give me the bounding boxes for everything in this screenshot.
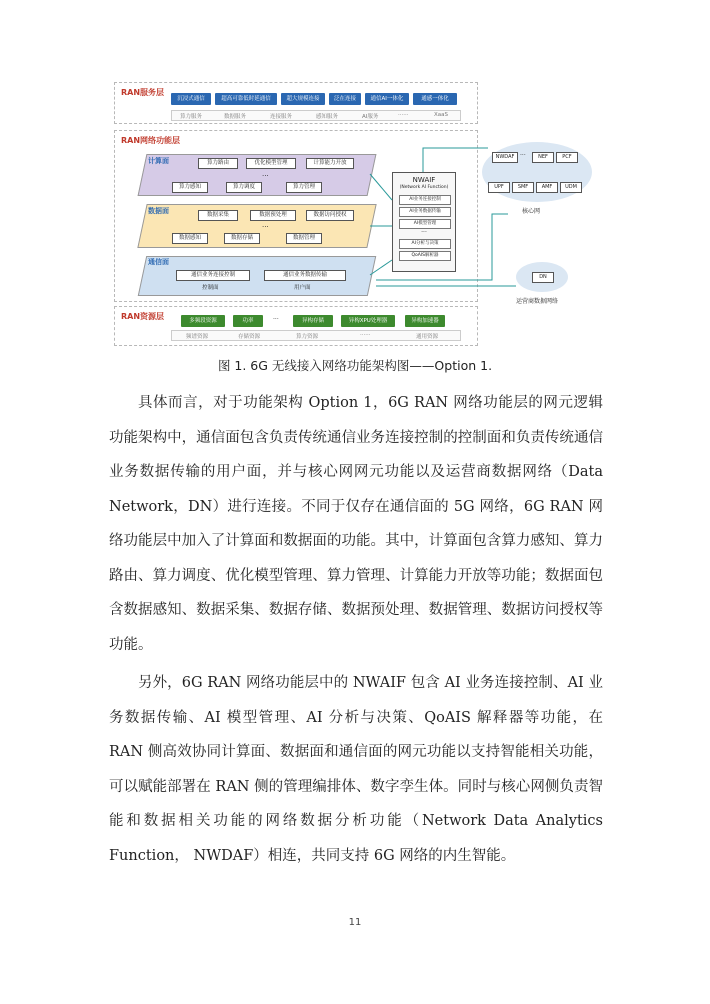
nwaif-title: NWAIF bbox=[412, 176, 436, 184]
service-item: AI服务 bbox=[362, 114, 379, 120]
paragraph: 另外，6G RAN 网络功能层中的 NWAIF 包含 AI 业务连接控制、AI 业务数据传输、AI 模型管理、AI 分析与决策、QoAIS 解释器等功能，在 RAN 侧高效协同计算面、数据面和通信面的网元功能以支持智能相关功能，可以赋能部署在 RAN 侧的管理编排体、数字孪生体。同时与核心网侧负责智能和数据相关功能的网络数据分析功能（Network Data Analytics Function， NWDAF）相连，共同支持 6G 网络的内生智能。 bbox=[109, 675, 603, 864]
resource-item: 存储资源 bbox=[238, 334, 261, 340]
service-item: ······ bbox=[398, 112, 409, 118]
resource-btn: 异构加速器 bbox=[405, 315, 445, 327]
core-dots: ··· bbox=[520, 152, 526, 159]
figure-caption: 图 1. 6G 无线接入网络功能架构图——Option 1. bbox=[217, 358, 493, 373]
service-btn-mmtc: 超大规模连接 bbox=[281, 93, 325, 105]
nwaif-dots: ··· bbox=[421, 229, 427, 236]
compute-box: 算力管理 bbox=[286, 182, 322, 193]
compute-box: 计算能力开放 bbox=[306, 158, 354, 169]
dn-box: DN bbox=[532, 272, 554, 283]
data-box: 数据采集 bbox=[198, 210, 238, 221]
compute-box: 算力路由 bbox=[198, 158, 238, 169]
core-nwdaf: NWDAF bbox=[492, 152, 518, 163]
service-item: 数据服务 bbox=[224, 114, 247, 120]
service-btn-immersive: 沉浸式通信 bbox=[171, 93, 211, 105]
resource-item: 算力资源 bbox=[296, 334, 319, 340]
function-layer-title: RAN网络功能层 bbox=[121, 136, 181, 145]
body-text bbox=[109, 386, 603, 873]
data-box: 数据访问授权 bbox=[306, 210, 354, 221]
resource-btn: 异构存储 bbox=[293, 315, 333, 327]
service-item: 连接服务 bbox=[270, 114, 293, 120]
data-box: 数据预处理 bbox=[250, 210, 296, 221]
user-plane-label: 用户面 bbox=[294, 285, 311, 291]
resource-btn: 多频段资源 bbox=[181, 315, 225, 327]
data-box: 数据感知 bbox=[172, 233, 208, 244]
resource-item: ······ bbox=[360, 332, 371, 338]
service-btn-isac: 通感一体化 bbox=[413, 93, 457, 105]
service-btn-urllc: 超高可靠低时延通信 bbox=[215, 93, 277, 105]
compute-box: 算力感知 bbox=[172, 182, 208, 193]
core-label: 核心网 bbox=[522, 208, 541, 215]
comm-user-box: 通信业务数据传输 bbox=[264, 270, 346, 281]
compute-dots: ··· bbox=[262, 172, 269, 180]
resource-item: 频谱资源 bbox=[186, 334, 209, 340]
comm-plane-title: 通信面 bbox=[148, 258, 169, 266]
paragraph: 具体而言，对于功能架构 Option 1，6G RAN 网络功能层的网元逻辑功能架构中，通信面包含负责传统通信业务连接控制的控制面和负责传统通信业务数据传输的用户面，并与核心网网元功能以及运营商数据网络（Data Network，DN）进行连接。不同于仅存在通信面的 5G 网络，6G RAN 网络功能层中加入了计算面和数据面的功能。其中，计算面包含算力感知、算力路由、算力调度、优化模型管理、算力管理、计算能力开放等功能；数据面包含数据感知、数据采集、数据存储、数据预处理、数据管理、数据访问授权等功能。 bbox=[109, 395, 603, 653]
resource-list bbox=[171, 330, 461, 341]
service-layer-title: RAN服务层 bbox=[121, 88, 165, 97]
nwaif-item: AI模型管理 bbox=[399, 219, 451, 229]
nwaif-item: QoAIS解析器 bbox=[399, 251, 451, 261]
control-plane-label: 控制面 bbox=[202, 285, 219, 291]
nwaif-item: AI业务数据传输 bbox=[399, 207, 451, 217]
dn-label: 运营商数据网络 bbox=[516, 298, 559, 305]
data-dots: ··· bbox=[262, 223, 269, 231]
nwaif-subtitle: (Network AI Function) bbox=[399, 185, 449, 190]
data-box: 数据存储 bbox=[224, 233, 260, 244]
comm-control-box: 通信业务连接控制 bbox=[176, 270, 250, 281]
core-nef: NEF bbox=[532, 152, 554, 163]
service-btn-ubiquitous: 泛在连接 bbox=[329, 93, 361, 105]
data-box: 数据管理 bbox=[286, 233, 322, 244]
core-upf: UPF bbox=[488, 182, 510, 193]
core-pcf: PCF bbox=[556, 152, 578, 163]
resource-item: 通用资源 bbox=[416, 334, 439, 340]
service-item: XaaS bbox=[434, 112, 448, 118]
resource-btn: 异构XPU处理器 bbox=[341, 315, 395, 327]
service-item: 算力服务 bbox=[180, 114, 203, 120]
nwaif-item: AI业务连接控制 bbox=[399, 195, 451, 205]
architecture-diagram bbox=[112, 80, 594, 348]
compute-box: 优化模型管理 bbox=[246, 158, 296, 169]
nwaif-item: AI分析与决策 bbox=[399, 239, 451, 249]
service-btn-comm-ai: 通信AI一体化 bbox=[365, 93, 409, 105]
resource-dots: ··· bbox=[273, 316, 279, 323]
core-smf: SMF bbox=[512, 182, 534, 193]
compute-plane-title: 计算面 bbox=[148, 157, 169, 165]
core-amf: AMF bbox=[536, 182, 558, 193]
core-udm: UDM bbox=[560, 182, 582, 193]
compute-box: 算力调度 bbox=[226, 182, 262, 193]
data-plane-title: 数据面 bbox=[148, 207, 169, 215]
ran-resource-layer bbox=[114, 306, 478, 346]
page-number: 11 bbox=[348, 917, 362, 928]
resource-btn: 功率 bbox=[233, 315, 263, 327]
service-item: 感知服务 bbox=[316, 114, 339, 120]
resource-layer-title: RAN资源层 bbox=[121, 312, 165, 321]
